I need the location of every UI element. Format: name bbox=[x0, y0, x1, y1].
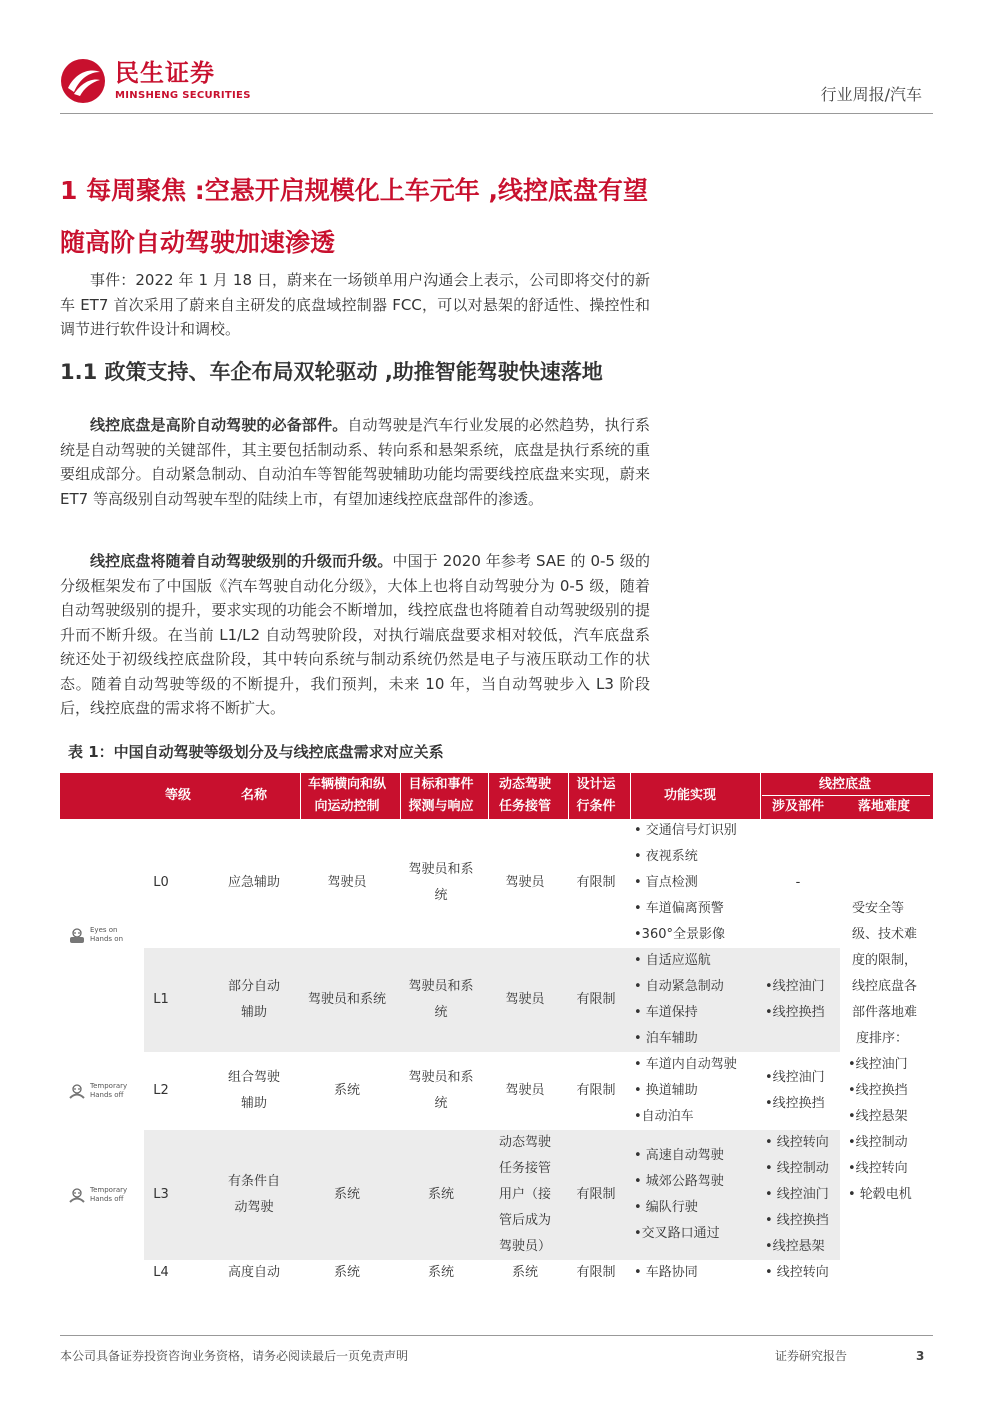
table-cell-control: 系统 bbox=[333, 1083, 360, 1098]
difficulty-rank-item: •线控换挡 bbox=[848, 1083, 908, 1098]
table-cell-function: • 交通信号灯识别 bbox=[634, 823, 737, 838]
table-cell-name: 应急辅助 bbox=[227, 875, 280, 890]
temporary-hands-off-icon: Temporary Hands off bbox=[68, 1186, 127, 1204]
table-cell-name: 组合驾驶 辅助 bbox=[227, 1070, 280, 1111]
table-cell-control: 系统 bbox=[333, 1265, 360, 1280]
paragraph-body: 自动驾驶是汽车行业发展的必然趋势，执行系统是自动驾驶的关键部件，其主要包括制动系、转向系和悬架系统，底盘是执行系统的重要组成部分。自动紧急制动、自动泊车等智能驾驶辅助功能均需要线控底盘来实现，蔚来 ET7 等高级别自动驾驶车型的陆续上市，有望加速线控底盘部件的渗透。 bbox=[60, 416, 650, 508]
table-cell-function: • 盲点检测 bbox=[634, 875, 698, 890]
header-wire-group: 线控底盘 bbox=[818, 777, 871, 792]
table-cell-function: • 城郊公路驾驶 bbox=[634, 1174, 724, 1189]
table-cell-function: • 车路协同 bbox=[634, 1265, 698, 1280]
paragraph-wire-chassis bbox=[60, 413, 650, 511]
table-cell-function: • 车道偏离预警 bbox=[634, 901, 724, 916]
difficulty-note: 线控底盘各 bbox=[852, 979, 918, 994]
table-cell-function: • 车道内自动驾驶 bbox=[634, 1057, 737, 1072]
table-cell-detect: 驾驶员和系 统 bbox=[408, 979, 474, 1020]
table-cell-level: L4 bbox=[153, 1265, 169, 1280]
difficulty-note: 受安全等 bbox=[852, 901, 905, 916]
header-function: 功能实现 bbox=[663, 788, 716, 803]
table-header bbox=[60, 773, 933, 819]
table-cell-function: • 换道辅助 bbox=[634, 1083, 698, 1098]
table-cell-detect: 驾驶员和系 统 bbox=[408, 1070, 474, 1111]
table-cell-function: • 车道保持 bbox=[634, 1005, 698, 1020]
table-cell-parts: - bbox=[795, 875, 801, 890]
table-cell-control: 驾驶员和系统 bbox=[307, 992, 386, 1007]
difficulty-note: 级、技术难 bbox=[852, 927, 918, 942]
footer-disclaimer: 本公司具备证券投资咨询业务资格，请务必阅读最后一页免责声明 bbox=[60, 1349, 409, 1363]
table-cell-odd: 有限制 bbox=[576, 875, 616, 890]
table-cell-function: • 高速自动驾驶 bbox=[634, 1148, 724, 1163]
table-cell-function: •交叉路口通过 bbox=[634, 1226, 720, 1241]
difficulty-rank-item: •线控制动 bbox=[848, 1135, 908, 1150]
table-cell-parts: • 线控转向 bbox=[765, 1265, 829, 1280]
table-caption: 表 1：中国自动驾驶等级划分及与线控底盘需求对应关系 bbox=[68, 743, 444, 761]
header-detect: 目标和事件 探测与响应 bbox=[408, 777, 474, 814]
table-cell-level: L3 bbox=[153, 1187, 169, 1202]
table-cell-odd: 有限制 bbox=[576, 1083, 616, 1098]
temporary-hands-off-icon: Temporary Hands off bbox=[68, 1082, 127, 1100]
header-parts: 涉及部件 bbox=[771, 799, 824, 814]
table-cell-takeover: 驾驶员 bbox=[505, 1083, 545, 1098]
table-cell-parts: •线控换挡 bbox=[765, 1096, 825, 1111]
difficulty-rank-item: • 轮毂电机 bbox=[848, 1187, 912, 1202]
difficulty-rank-item: •线控悬架 bbox=[848, 1109, 908, 1124]
report-category: 行业周报/汽车 bbox=[820, 85, 922, 104]
table-cell-parts: •线控油门 bbox=[765, 1070, 825, 1085]
table-cell-name: 高度自动 bbox=[227, 1265, 280, 1280]
table-cell-parts: •线控悬架 bbox=[765, 1239, 825, 1254]
table-cell-control: 系统 bbox=[333, 1187, 360, 1202]
table-cell-takeover: 系统 bbox=[511, 1265, 538, 1280]
table-cell-level: L0 bbox=[153, 875, 169, 890]
footer-divider bbox=[60, 1335, 933, 1336]
page-number: 3 bbox=[916, 1349, 925, 1363]
header-odd: 设计运 行条件 bbox=[576, 777, 616, 814]
difficulty-rank-item: •线控油门 bbox=[848, 1057, 908, 1072]
table-cell-name: 部分自动 辅助 bbox=[227, 979, 280, 1020]
difficulty-note: 度排序： bbox=[856, 1031, 909, 1046]
paragraph-lead: 线控底盘是高阶自动驾驶的必备部件。 bbox=[90, 416, 348, 434]
table-cell-function: • 编队行驶 bbox=[634, 1200, 698, 1215]
header-divider bbox=[60, 113, 933, 114]
table-cell-parts: • 线控制动 bbox=[765, 1161, 829, 1176]
table-cell-control: 驾驶员 bbox=[327, 875, 367, 890]
table-cell-odd: 有限制 bbox=[576, 1265, 616, 1280]
table-cell-function: • 泊车辅助 bbox=[634, 1031, 698, 1046]
table-cell-detect: 系统 bbox=[427, 1265, 454, 1280]
header-level: 等级 bbox=[164, 788, 191, 803]
table-cell-parts: • 线控转向 bbox=[765, 1135, 829, 1150]
table-cell-function: • 自动紧急制动 bbox=[634, 979, 724, 994]
table-cell-takeover: 驾驶员 bbox=[505, 992, 545, 1007]
header-name: 名称 bbox=[240, 788, 267, 803]
section-title: 1 每周聚焦 :空悬开启规模化上车元年 ,线控底盘有望随高阶自动驾驶加速渗透 bbox=[60, 176, 649, 257]
table-cell-parts: • 线控换挡 bbox=[765, 1213, 829, 1228]
table-cell-function: •自动泊车 bbox=[634, 1109, 694, 1124]
header-takeover: 动态驾驶 任务接管 bbox=[498, 777, 551, 814]
brand-name-en: MINSHENG SECURITIES bbox=[115, 90, 251, 101]
table-cell-parts: •线控油门 bbox=[765, 979, 825, 994]
table-cell-function: •360°全景影像 bbox=[634, 927, 725, 942]
header-difficulty: 落地难度 bbox=[857, 799, 910, 814]
table-cell-level: L1 bbox=[153, 992, 169, 1007]
paragraph-upgrade bbox=[60, 549, 650, 721]
table-cell-function: • 夜视系统 bbox=[634, 849, 698, 864]
event-paragraph: 事件：2022 年 1 月 18 日，蔚来在一场锁单用户沟通会上表示，公司即将交付的新车 ET7 首次采用了蔚来自主研发的底盘域控制器 FCC，可以对悬架的舒适性、操控性和调节进行软件设计和调校。 bbox=[60, 271, 650, 338]
table-cell-detect: 系统 bbox=[427, 1187, 454, 1202]
subsection-title: 1.1 政策支持、车企布局双轮驱动 ,助推智能驾驶快速落地 bbox=[60, 360, 603, 384]
difficulty-note: 部件落地难 bbox=[852, 1005, 918, 1020]
table-cell-function: • 自适应巡航 bbox=[634, 953, 711, 968]
table-cell-parts: • 线控油门 bbox=[765, 1187, 829, 1202]
table-cell-takeover: 动态驾驶 任务接管 用户（接 管后成为 驾驶员） bbox=[498, 1135, 551, 1254]
minsheng-logo-icon bbox=[60, 58, 106, 104]
eyes-on-hands-on-icon: Eyes on Hands on bbox=[68, 926, 123, 944]
difficulty-note: 度的限制， bbox=[852, 953, 918, 968]
header-control: 车辆横向和纵 向运动控制 bbox=[307, 777, 386, 814]
table-cell-takeover: 驾驶员 bbox=[505, 875, 545, 890]
table-cell-level: L2 bbox=[153, 1083, 169, 1098]
difficulty-rank-item: •线控转向 bbox=[848, 1161, 908, 1176]
paragraph-lead: 线控底盘将随着自动驾驶级别的升级而升级。 bbox=[90, 552, 393, 570]
table-cell-parts: •线控换挡 bbox=[765, 1005, 825, 1020]
table-cell-odd: 有限制 bbox=[576, 992, 616, 1007]
footer-report-type: 证券研究报告 bbox=[775, 1349, 848, 1363]
brand-name-cn: 民生证券 bbox=[115, 59, 215, 87]
table-cell-detect: 驾驶员和系 统 bbox=[408, 862, 474, 903]
paragraph-body: 中国于 2020 年参考 SAE 的 0-5 级的分级框架发布了中国版《汽车驾驶自动化分级》，大体上也将自动驾驶分为 0-5 级，随着自动驾驶级别的提升，要求实现的功能会不断增加，线控底盘也将随着自动驾驶级别的提升而不断升级。在当前 L1/L2 自动驾驶阶段，对执行端底盘要求相对较低，汽车底盘系统还处于初级线控底盘阶段，其中转向系统与制动系统仍然是电子与液压联动工作的状态。随着自动驾驶等级的不断提升，我们预判，未来 10 年，当自动驾驶步入 L3 阶段后，线控底盘的需求将不断扩大。 bbox=[60, 552, 650, 717]
table-cell-name: 有条件自 动驾驶 bbox=[227, 1174, 280, 1215]
table-cell-odd: 有限制 bbox=[576, 1187, 616, 1202]
